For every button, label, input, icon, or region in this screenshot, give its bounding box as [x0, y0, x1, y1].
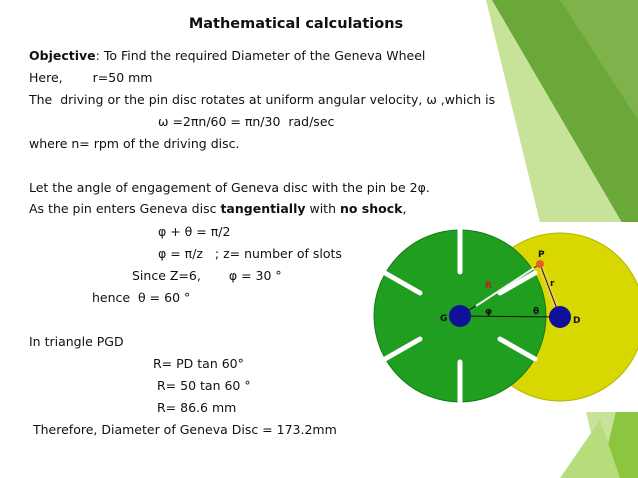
equation-phi-slots: φ = π/z ; z= number of slots: [158, 246, 342, 261]
label-R: R: [485, 281, 492, 291]
label-theta: θ: [533, 307, 540, 317]
pin: [536, 260, 544, 268]
with-word: with: [305, 201, 340, 216]
no-shock-word: no shock: [339, 201, 403, 216]
since-z: Since Z=6,: [132, 268, 201, 283]
omega-equation: ω =2πn/60 = πn/30 rad/sec: [158, 114, 335, 129]
label-p: P: [538, 250, 545, 260]
r-866-line: R= 86.6 mm: [157, 400, 237, 415]
objective-line: [29, 48, 425, 64]
r-tan-line: R= PD tan 60°: [153, 356, 244, 371]
objective-label: Objective: [29, 48, 96, 63]
label-r: r: [550, 279, 555, 289]
engagement-line: Let the angle of engagement of Geneva disc with the pin be 2φ.: [29, 180, 430, 195]
here-label: Here,: [29, 70, 63, 85]
label-G: G: [440, 314, 448, 324]
driving-line: The driving or the pin disc rotates at uniform angular velocity, ω ,which is: [29, 92, 496, 107]
since-z-line: [132, 268, 282, 284]
geneva-diagram: [364, 222, 638, 412]
equation-phi-theta: φ + θ = π/2: [158, 224, 231, 239]
hence-theta-line: hence θ = 60 °: [92, 290, 191, 305]
slide-title: Mathematical calculations: [188, 16, 404, 32]
here-line: [29, 70, 152, 86]
objective-text: : To Find the required Diameter of the Geneva Wheel: [95, 48, 426, 63]
driving-hub: [549, 306, 571, 328]
here-value: r=50 mm: [92, 70, 153, 85]
pin-enters-line: [29, 201, 406, 217]
label-D: D: [573, 316, 581, 326]
label-phi: φ: [485, 307, 493, 317]
geneva-hub: [449, 305, 471, 327]
phi-30: φ = 30 °: [228, 268, 282, 283]
therefore-line: Therefore, Diameter of Geneva Disc = 173.2mm: [33, 422, 337, 437]
triangle-line: In triangle PGD: [29, 334, 124, 349]
pin-enters-prefix: As the pin enters Geneva disc: [29, 201, 221, 216]
r-50-line: R= 50 tan 60 °: [157, 378, 251, 393]
comma: ,: [402, 201, 407, 216]
where-n-line: where n= rpm of the driving disc.: [29, 136, 240, 151]
tangentially-word: tangentially: [220, 201, 306, 216]
